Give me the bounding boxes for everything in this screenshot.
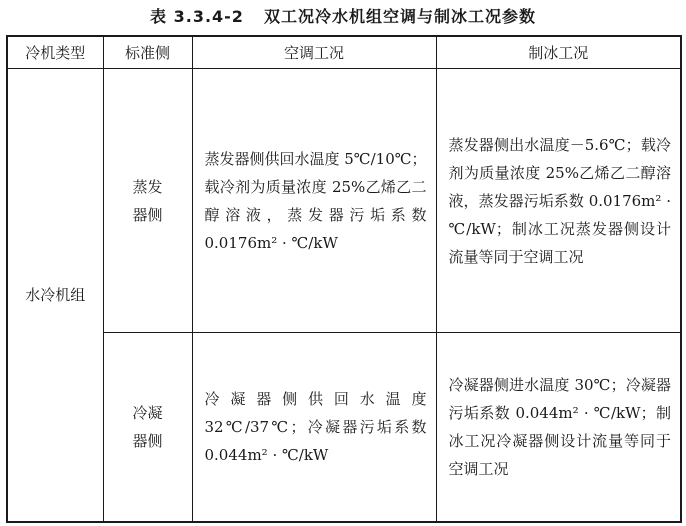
- ac-condition-condenser: 冷凝器侧供回水温度 32℃/37℃；冷凝器污垢系数 0.044m² · ℃/kW: [192, 333, 436, 522]
- table-caption: [0, 4, 686, 27]
- header-machine-type: 冷机类型: [7, 36, 103, 69]
- ice-condition-evaporator: 蒸发器侧出水温度－5.6℃；载冷剂为质量浓度 25%乙烯乙二醇溶液，蒸发器污垢系数 0.0176m² · ℃/kW；制冰工况蒸发器侧设计流量等同于空调工况: [436, 69, 681, 333]
- table-row-evaporator: [7, 69, 681, 333]
- header-standard-side: 标准侧: [103, 36, 192, 69]
- parameters-table: [6, 35, 682, 523]
- side-label-evaporator: 蒸发器侧: [132, 177, 163, 224]
- side-cell-evaporator: [103, 69, 192, 333]
- ac-condition-evaporator: 蒸发器侧供回水温度 5℃/10℃；载冷剂为质量浓度 25%乙烯乙二醇溶液，蒸发器污垢系数 0.0176m² · ℃/kW: [192, 69, 436, 333]
- header-ice-condition: 制冰工况: [436, 36, 681, 69]
- machine-type-cell: 水冷机组: [7, 69, 103, 522]
- side-label-condenser: 冷凝器侧: [132, 403, 163, 450]
- ice-condition-condenser: 冷凝器侧进水温度 30℃；冷凝器污垢系数 0.044m² · ℃/kW；制冰工况冷凝器侧设计流量等同于空调工况: [436, 333, 681, 522]
- side-cell-condenser: [103, 333, 192, 522]
- header-ac-condition: 空调工况: [192, 36, 436, 69]
- table-number: 表 3.3.4-2: [150, 7, 244, 26]
- table-title: 双工况冷水机组空调与制冰工况参数: [263, 7, 536, 26]
- table-row-condenser: [7, 333, 681, 522]
- header-row: [7, 36, 681, 69]
